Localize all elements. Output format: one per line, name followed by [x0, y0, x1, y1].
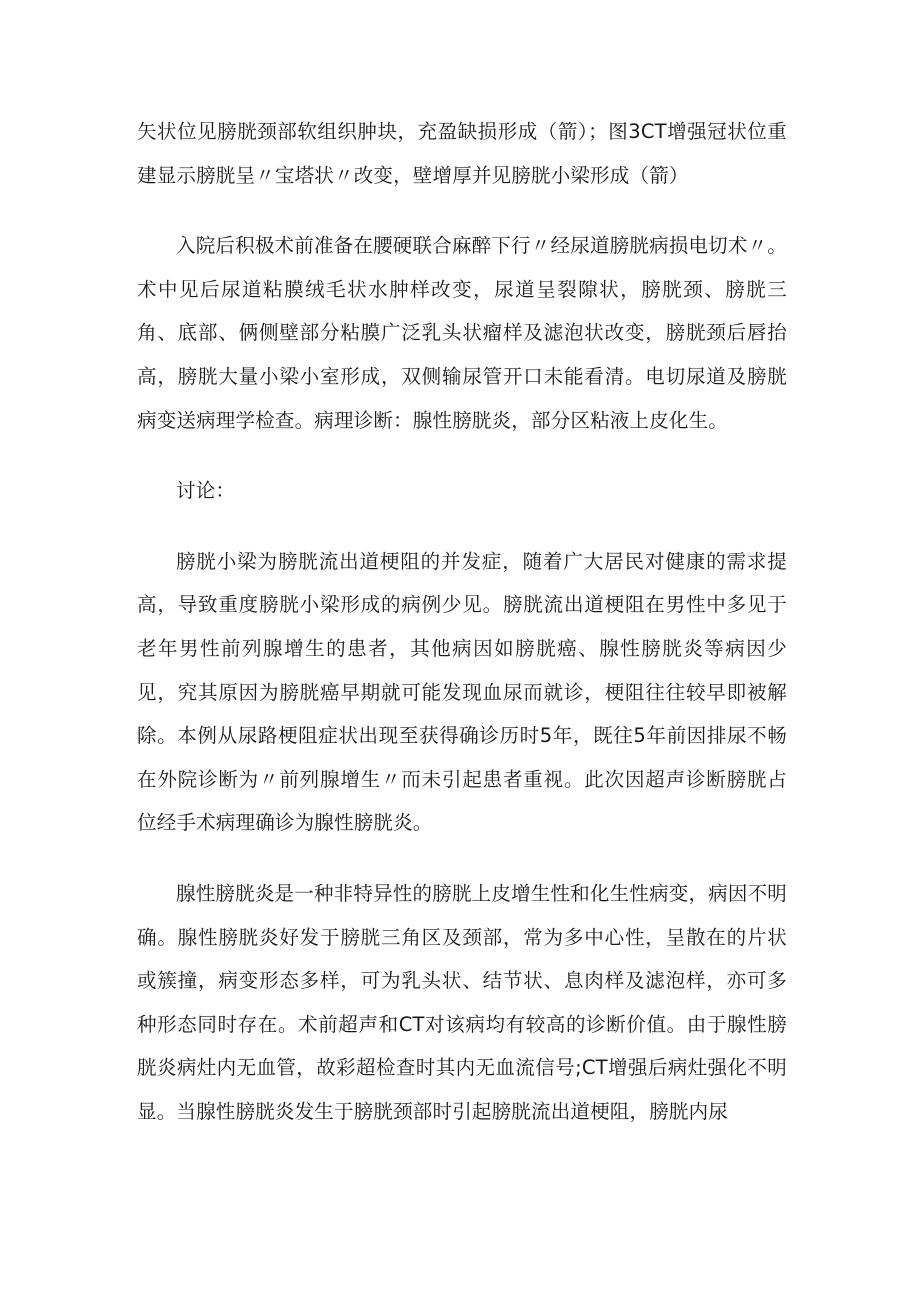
paragraph-discussion-heading: 讨论： [176, 479, 236, 503]
paragraph-figure-caption: 矢状位见膀胱颈部软组织肿块，充盈缺损形成（箭）；图3CT增强冠状位重建显示膀胱呈〃宝塔状〃改变，壁增厚并见膀胱小梁形成（箭） [137, 120, 787, 187]
document-body [137, 110, 787, 1133]
paragraph-surgery: 入院后积极术前准备在腰硬联合麻醉下行〃经尿道膀胱病损电切术〃。术中见后尿道粘膜绒毛状水肿样改变，尿道呈裂隙状，膀胱颈、膀胱三角、底部、俩侧壁部分粘膜广泛乳头状瘤样及滤泡状改变，膀胱颈后唇抬高，膀胱大量小梁小室形成，双侧输尿管开口未能看清。电切尿道及膀胱病变送病理学检查。病理诊断：腺性膀胱炎，部分区粘液上皮化生。 [137, 234, 787, 432]
paragraph-discussion-1: 膀胱小梁为膀胱流出道梗阻的并发症，随着广大居民对健康的需求提高，导致重度膀胱小梁形成的病例少见。膀胱流出道梗阻在男性中多见于老年男性前列腺增生的患者，其他病因如膀胱癌、腺性膀胱炎等病因少见，究其原因为膀胱癌早期就可能发现血尿而就诊，梗阻往往较早即被解除。本例从尿路梗阻症状出现至获得确诊历时5年，既往5年前因排尿不畅在外院诊断为〃前列腺增生〃而未引起患者重视。此次因超声诊断膀胱占位经手术病理确诊为腺性膀胱炎。 [137, 549, 787, 835]
paragraph-discussion-2: 腺性膀胱炎是一种非特异性的膀胱上皮增生性和化生性病变，病因不明确。腺性膀胱炎好发于膀胱三角区及颈部，常为多中心性，呈散在的片状或簇撞，病变形态多样，可为乳头状、结节状、息肉样及滤泡样，亦可多种形态同时存在。术前超声和CT对该病均有较高的诊断价值。由于腺性膀胱炎病灶内无血管，故彩超检查时其内无血流信号;CT增强后病灶强化不明显。当腺性膀胱炎发生于膀胱颈部时引起膀胱流出道梗阻，膀胱内尿 [137, 881, 787, 1123]
